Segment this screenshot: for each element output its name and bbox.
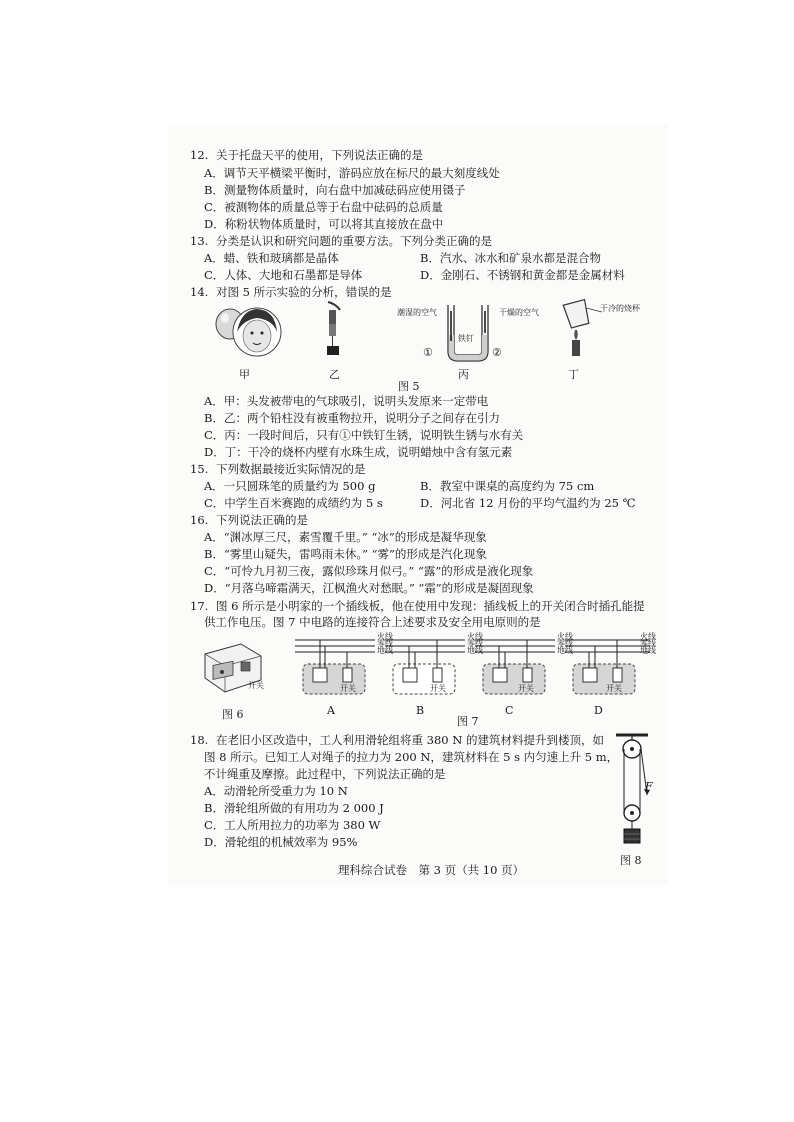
- cold-beaker-label: 干冷的烧杯: [600, 304, 640, 313]
- neutral-wire-label-c: 零线: [557, 639, 573, 648]
- figure-7-caption: 图 7: [457, 715, 479, 728]
- fig5-label-bing: 丙: [458, 368, 469, 381]
- question-stem: 下列说法正确的是: [216, 513, 308, 527]
- option-c: C．中学生百米赛跑的成绩约为 5 s: [204, 496, 383, 510]
- fig5-label-ding: 丁: [568, 368, 579, 381]
- fig5-label-yi: 乙: [329, 368, 340, 381]
- option-d: D．河北省 12 月份的平均气温约为 25 ℃: [420, 496, 636, 510]
- page-footer: 理科综合试卷 第 3 页（共 10 页）: [338, 863, 525, 877]
- question-number: 12.: [190, 148, 209, 162]
- tube-two-label: ②: [492, 346, 502, 359]
- question-stem: 对图 5 所示实验的分析，错误的是: [216, 285, 392, 299]
- figure-5-caption: 图 5: [398, 380, 420, 393]
- live-wire-label-d: 火线: [640, 632, 656, 641]
- option-a: A．“渊冰厚三尺，素雪覆千里。” “冰”的形成是凝华现象: [204, 530, 487, 544]
- tube-one-label: ①: [423, 346, 433, 359]
- circuit-c-switch-label: 开关: [518, 684, 534, 693]
- question-stem-line-2: 供工作电压。图 7 中电路的连接符合上述要求及安全用电原则的是: [204, 615, 541, 629]
- circuit-label-c: C: [505, 704, 514, 717]
- ground-wire-label-d: 地线: [640, 646, 656, 655]
- ground-wire-label-a: 地线: [377, 646, 393, 655]
- ground-wire-label-c: 地线: [557, 646, 573, 655]
- neutral-wire-label-d: 零线: [640, 639, 656, 648]
- nail-label: 铁钉: [458, 334, 474, 343]
- switch-label: 开关: [248, 681, 264, 690]
- question-number: 16.: [190, 513, 209, 527]
- question-stem-line-2: 图 8 所示。已知工人对绳子的拉力为 200 N，建筑材料在 5 s 内匀速上升 5 m，: [204, 750, 619, 764]
- question-stem: 关于托盘天平的使用，下列说法正确的是: [216, 148, 423, 162]
- fig5-jia-balloon-hair: [213, 302, 283, 362]
- option-d: D．称粉状物体质量时，可以将其直接放在盘中: [204, 217, 444, 231]
- option-b: B．乙：两个铅柱没有被重物拉开，说明分子之间存在引力: [204, 411, 500, 425]
- fig5-label-jia: 甲: [239, 368, 250, 381]
- fig5-yi-lead-cylinders: [318, 302, 348, 360]
- force-label: F: [645, 780, 653, 793]
- question-stem-line-1: 图 6 所示是小明家的一个插线板，他在使用中发现：插线板上的开关闭合时插孔能提: [216, 599, 645, 613]
- live-wire-label-c: 火线: [557, 632, 573, 641]
- circuit-a-switch-label: 开关: [340, 684, 356, 693]
- question-number: 14.: [190, 285, 209, 299]
- wet-air-label: 潮湿的空气: [397, 308, 437, 317]
- option-b: B．测量物体质量时，向右盘中加减砝码应使用镊子: [204, 183, 466, 197]
- option-a: A．蜡、铁和玻璃都是晶体: [204, 251, 339, 265]
- option-c: C．工人所用拉力的功率为 380 W: [204, 818, 381, 832]
- question-stem-line-1: 在老旧小区改造中，工人利用滑轮组将重 380 N 的建筑材料提升到楼顶，如: [216, 733, 604, 747]
- option-b: B．教室中课桌的高度约为 75 cm: [420, 479, 595, 493]
- circuit-label-b: B: [416, 704, 425, 717]
- question-number: 18.: [190, 733, 209, 747]
- question-stem: 分类是认识和研究问题的重要方法。下列分类正确的是: [216, 234, 492, 248]
- question-stem-line-3: 不计绳重及摩擦。此过程中，下列说法正确的是: [204, 767, 446, 781]
- option-b: B．“雾里山疑失，雷鸣雨未休。” “雾”的形成是汽化现象: [204, 547, 487, 561]
- circuit-label-a: A: [327, 704, 335, 717]
- circuit-b: [385, 640, 465, 694]
- live-wire-label-b: 火线: [467, 632, 483, 641]
- circuit-label-d: D: [594, 704, 603, 717]
- neutral-wire-label-b: 零线: [467, 639, 483, 648]
- circuit-a: [295, 640, 375, 694]
- neutral-wire-label-a: 零线: [377, 639, 393, 648]
- question-number: 17.: [190, 599, 209, 613]
- dry-air-label: 干燥的空气: [499, 308, 539, 317]
- option-a: A．甲：头发被带电的气球吸引，说明头发原来一定带电: [204, 394, 489, 408]
- option-a: A．调节天平横梁平衡时，游码应放在标尺的最大刻度线处: [204, 166, 500, 180]
- option-d: D．金刚石、不锈钢和黄金都是金属材料: [420, 268, 625, 282]
- figure-8-caption: 图 8: [620, 854, 642, 867]
- circuit-b-switch-label: 开关: [430, 684, 446, 693]
- option-d: D．滑轮组的机械效率为 95%: [204, 835, 358, 849]
- figure-6-caption: 图 6: [222, 708, 244, 721]
- circuit-d-switch-label: 开关: [606, 684, 622, 693]
- option-d: D．丁：干冷的烧杯内壁有水珠生成，说明蜡烛中含有氢元素: [204, 445, 513, 459]
- option-a: A．动滑轮所受重力为 10 N: [204, 784, 348, 798]
- live-wire-label-a: 火线: [377, 632, 393, 641]
- ground-wire-label-b: 地线: [467, 646, 483, 655]
- option-a: A．一只圆珠笔的质量约为 500 g: [204, 479, 376, 493]
- circuit-c: [475, 640, 555, 694]
- option-c: C．被测物体的质量总等于右盘中砝码的总质量: [204, 200, 443, 214]
- question-number: 13.: [190, 234, 209, 248]
- question-stem: 下列数据最接近实际情况的是: [216, 462, 366, 476]
- option-c: C．人体、大地和石墨都是导体: [204, 268, 363, 282]
- option-c: C．丙：一段时间后，只有①中铁钉生锈，说明铁生锈与水有关: [204, 428, 524, 442]
- option-c: C．“可怜九月初三夜，露似珍珠月似弓。” “露”的形成是液化现象: [204, 564, 534, 578]
- question-number: 15.: [190, 462, 209, 476]
- option-d: D．“月落乌啼霜满天，江枫渔火对愁眠。” “霜”的形成是凝固现象: [204, 581, 534, 595]
- option-b: B．汽水、冰水和矿泉水都是混合物: [420, 251, 601, 265]
- option-b: B．滑轮组所做的有用功为 2 000 J: [204, 801, 384, 815]
